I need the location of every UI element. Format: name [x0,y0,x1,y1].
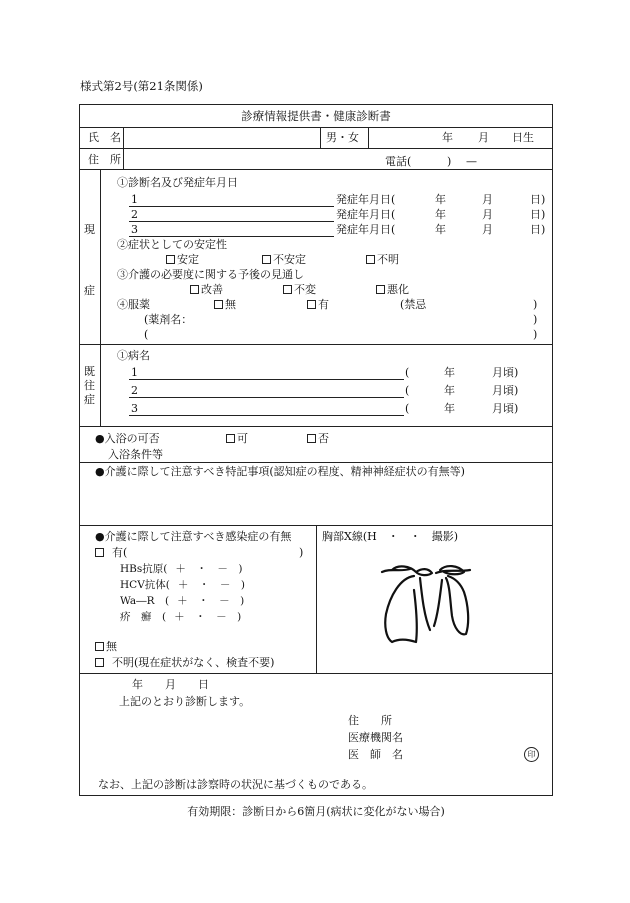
lungs-sketch-icon [370,556,490,651]
divider [79,426,553,427]
checkbox[interactable] [376,285,385,294]
test-hbs: HBs抗原( ＋ ・ － ) [120,563,243,575]
onset-label-1: 発症年月日( [336,193,396,206]
divider [79,148,553,149]
seal-mark-icon: 印 [524,747,539,762]
certify-date: 年 月 日 [132,678,209,691]
birth-month-label: 月 [478,131,489,144]
sex-field[interactable]: 男・女 [326,131,359,144]
onset-label-3: 発症年月日( [336,223,396,236]
checkbox[interactable] [307,300,316,309]
stability-option-unknown[interactable]: 不明 [366,254,399,265]
xray-label: 胸部X線(H ・ ・ 撮影) [322,530,459,543]
onset-day-1: 日) [530,193,546,206]
checkbox[interactable] [95,658,104,667]
checkbox[interactable] [262,255,271,264]
infection-yes[interactable]: 有( [95,547,127,558]
phone-label: 電話( [385,155,412,168]
onset-day-2: 日) [530,208,546,221]
onset-year-2: 年 [435,208,446,221]
history-header: ①病名 [117,349,150,362]
birth-day-label: 日生 [512,131,534,144]
checkbox[interactable] [190,285,199,294]
name-label: 氏 名 [88,131,121,144]
certify-statement: 上記のとおり診断します。 [119,695,251,708]
bathing-header: ●入浴の可否 [95,432,160,445]
birth-year-label: 年 [442,131,453,144]
divider [79,344,553,345]
diag-num-2: 2 [131,208,138,221]
diag-num-3: 3 [131,223,138,236]
stability-option-stable[interactable]: 安定 [166,254,199,265]
diag-line-1[interactable] [129,206,334,207]
certify-note: なお、上記の診断は診察時の状況に基づくものである。 [98,778,373,791]
infection-unknown[interactable]: 不明(現在症状がなく、検査不要) [95,657,274,668]
infection-yes-close: ) [299,546,304,559]
drug-name-label: (薬剤名： [144,313,193,326]
history-side-2: 往 [84,379,95,392]
history-line-1[interactable] [129,379,404,380]
history-month-2: 月頃) [492,384,519,397]
medication-yes[interactable]: 有 [307,299,329,310]
divider [368,127,369,148]
divider [79,462,553,463]
bathing-no[interactable]: 否 [307,433,329,444]
checkbox[interactable] [95,642,104,651]
prognosis-header: ③介護の必要度に関する予後の見通し [117,268,304,281]
history-num-3: 3 [131,402,138,415]
divider [320,127,321,148]
contraindication-label: (禁忌 [400,298,427,311]
onset-month-2: 月 [482,208,493,221]
infection-header: ●介護に際して注意すべき感染症の有無 [95,530,292,543]
phone-dash: — [466,155,477,168]
certify-doctor-label: 医 師 名 [348,748,403,761]
bathing-yes[interactable]: 可 [226,433,248,444]
care-notes-header: ●介護に際して注意すべき特記事項(認知症の程度、精神神経症状の有無等) [95,465,465,478]
history-open-1: ( [405,366,410,379]
drug-extra-open: ( [144,328,149,341]
address-label: 住 所 [88,153,121,166]
onset-day-3: 日) [530,223,546,236]
checkbox[interactable] [214,300,223,309]
stability-header: ②症状としての安定性 [117,238,227,251]
history-line-3[interactable] [129,415,404,416]
diag-num-1: 1 [131,193,138,206]
onset-month-1: 月 [482,193,493,206]
drug-name-close: ) [533,313,538,326]
prognosis-option-improve[interactable]: 改善 [190,284,223,295]
onset-year-1: 年 [435,193,446,206]
form-number: 様式第2号(第21条関係) [80,79,203,93]
onset-label-2: 発症年月日( [336,208,396,221]
divider [316,525,317,673]
bathing-conditions: 入浴条件等 [108,448,163,461]
divider [79,673,553,674]
phone-close: ) [447,155,452,168]
history-open-3: ( [405,402,410,415]
history-year-2: 年 [444,384,455,397]
checkbox[interactable] [226,434,235,443]
history-side-1: 既 [84,365,95,378]
current-side-bottom: 症 [84,284,95,297]
history-year-3: 年 [444,402,455,415]
drug-extra-close: ) [533,328,538,341]
certify-address-label: 住 所 [348,714,392,727]
test-scabies: 疥 癬 ( ＋ ・ － ) [120,611,242,623]
checkbox[interactable] [366,255,375,264]
diag-line-2[interactable] [129,221,334,222]
diag-line-3[interactable] [129,236,334,237]
medication-none[interactable]: 無 [214,299,236,310]
divider [100,169,101,344]
onset-month-3: 月 [482,223,493,236]
certify-institution-label: 医療機関名 [348,731,403,744]
medication-header: ④服薬 [117,298,150,311]
divider [100,344,101,426]
checkbox[interactable] [307,434,316,443]
infection-none[interactable]: 無 [95,641,117,652]
history-month-1: 月頃) [492,366,519,379]
checkbox[interactable] [95,548,104,557]
history-side-3: 症 [84,393,95,406]
divider [79,127,553,128]
prognosis-option-worse[interactable]: 悪化 [376,284,409,295]
diagnosis-header: ①診断名及び発症年月日 [117,176,238,189]
history-num-2: 2 [131,384,138,397]
history-line-2[interactable] [129,397,404,398]
current-side-top: 現 [84,223,95,236]
form-title: 診療情報提供書・健康診断書 [241,109,391,123]
test-hcv: HCV抗体( ＋ ・ － ) [120,579,245,591]
onset-year-3: 年 [435,223,446,236]
divider [79,169,553,170]
test-war: Wa―R ( ＋ ・ － ) [120,595,245,607]
stability-option-unstable[interactable]: 不安定 [262,254,306,265]
contraindication-close: ) [533,298,538,311]
history-month-3: 月頃) [492,402,519,415]
prognosis-option-unchanged[interactable]: 不変 [283,284,316,295]
checkbox[interactable] [166,255,175,264]
history-num-1: 1 [131,366,138,379]
validity-note: 有効期限：診断日から6箇月(病状に変化がない場合) [187,805,445,818]
history-year-1: 年 [444,366,455,379]
checkbox[interactable] [283,285,292,294]
history-open-2: ( [405,384,410,397]
